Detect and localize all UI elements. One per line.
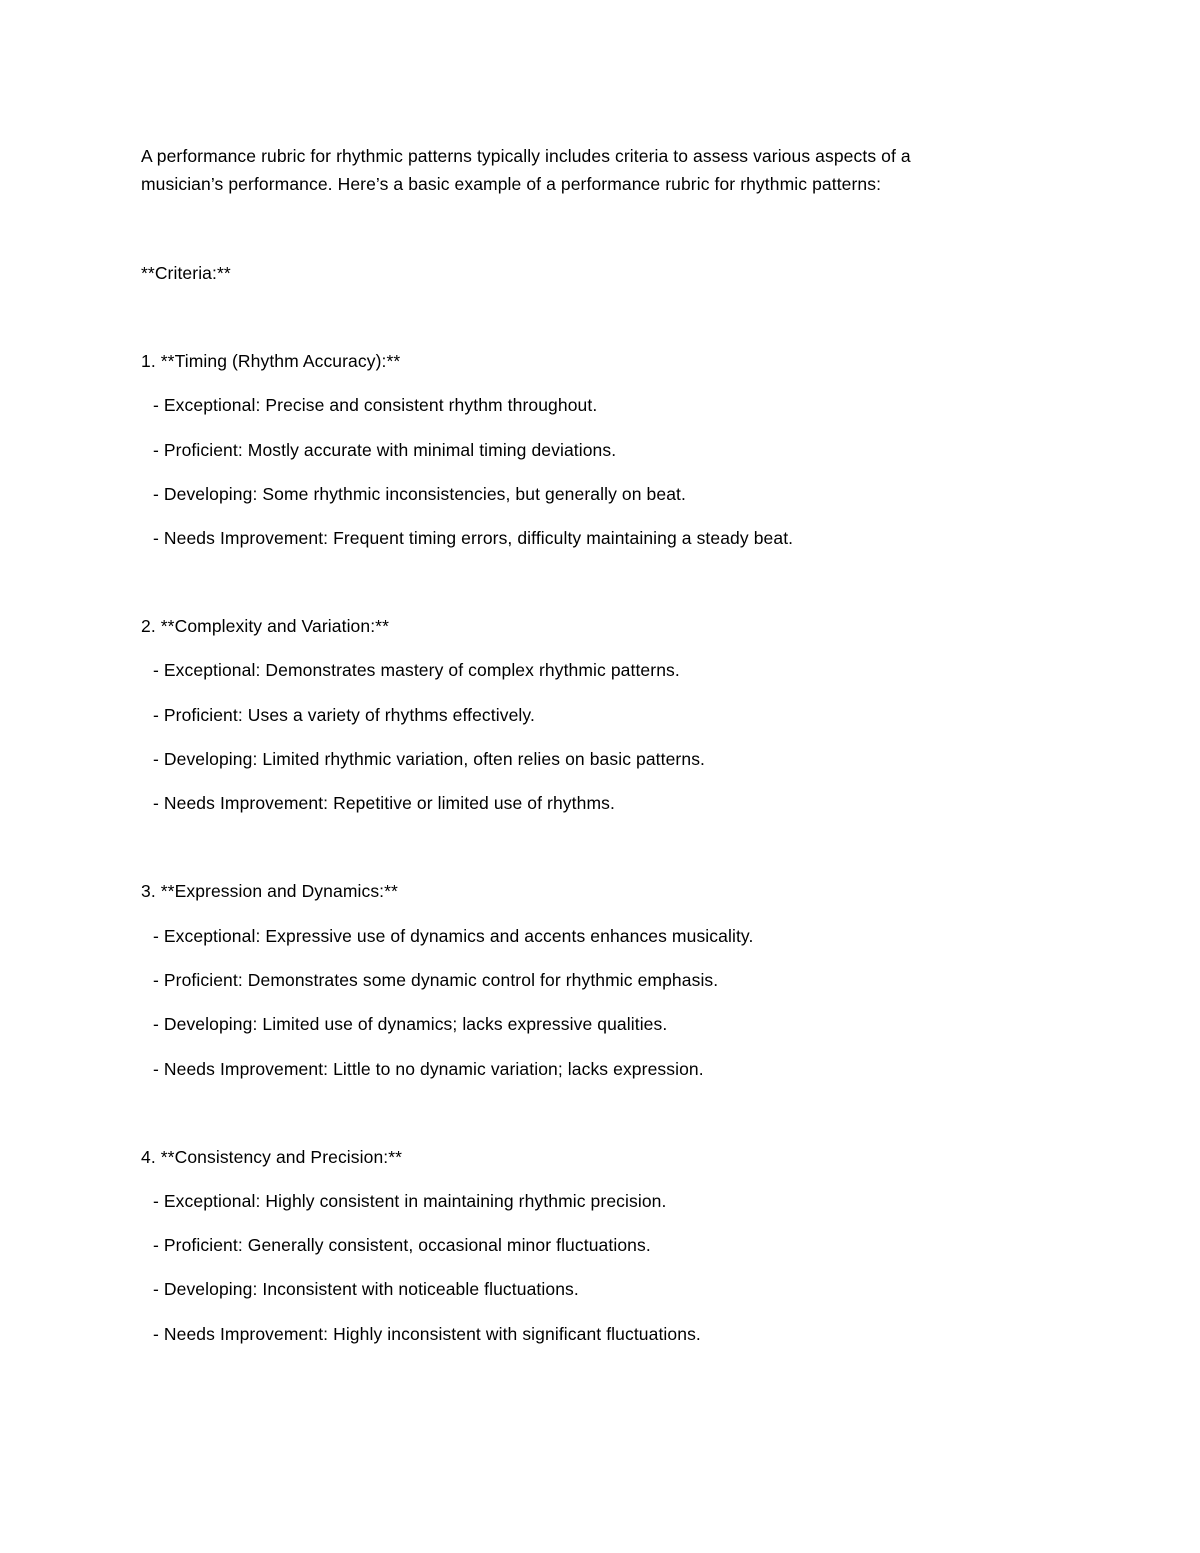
level-developing: - Developing: Some rhythmic inconsistencies, but generally on beat. [153, 483, 686, 504]
intro-line: A performance rubric for rhythmic patterns typically includes criteria to assess various aspects of a [141, 146, 911, 166]
criteria-heading: **Criteria:** [141, 263, 231, 283]
level-exceptional: - Exceptional: Demonstrates mastery of complex rhythmic patterns. [153, 660, 680, 681]
intro-paragraph [141, 142, 1061, 198]
level-needs-improvement: - Needs Improvement: Highly inconsistent with significant fluctuations. [153, 1323, 701, 1344]
level-exceptional: - Exceptional: Precise and consistent rhythm throughout. [153, 395, 598, 416]
level-proficient: - Proficient: Demonstrates some dynamic control for rhythmic emphasis. [153, 969, 719, 990]
level-needs-improvement: - Needs Improvement: Frequent timing errors, difficulty maintaining a steady beat. [153, 528, 794, 549]
level-proficient: - Proficient: Generally consistent, occasional minor fluctuations. [153, 1235, 651, 1256]
document-body [141, 142, 1061, 1348]
level-needs-improvement: - Needs Improvement: Repetitive or limited use of rhythms. [153, 793, 615, 814]
level-exceptional: - Exceptional: Expressive use of dynamics and accents enhances musicality. [153, 925, 754, 946]
criterion-title: 3. **Expression and Dynamics:** [141, 881, 398, 902]
level-developing: - Developing: Limited use of dynamics; lacks expressive qualities. [153, 1014, 668, 1035]
level-proficient: - Proficient: Mostly accurate with minimal timing deviations. [153, 439, 617, 460]
intro-line: musician’s performance. Here’s a basic example of a performance rubric for rhythmic patterns: [141, 174, 882, 194]
level-exceptional: - Exceptional: Highly consistent in maintaining rhythmic precision. [153, 1190, 667, 1211]
criterion-title: 1. **Timing (Rhythm Accuracy):** [141, 351, 401, 371]
level-proficient: - Proficient: Uses a variety of rhythms effectively. [153, 704, 535, 725]
criterion-title: 4. **Consistency and Precision:** [141, 1146, 403, 1167]
criterion-timing [141, 347, 1061, 552]
criteria-list [141, 347, 1061, 1348]
level-developing: - Developing: Inconsistent with noticeable fluctuations. [153, 1279, 579, 1300]
criterion-title: 2. **Complexity and Variation:** [141, 616, 390, 637]
level-needs-improvement: - Needs Improvement: Little to no dynamic variation; lacks expression. [153, 1058, 704, 1079]
criterion-consistency [141, 1143, 1061, 1348]
criterion-expression [141, 877, 1061, 1082]
criterion-complexity [141, 612, 1061, 817]
level-developing: - Developing: Limited rhythmic variation, often relies on basic patterns. [153, 749, 706, 770]
